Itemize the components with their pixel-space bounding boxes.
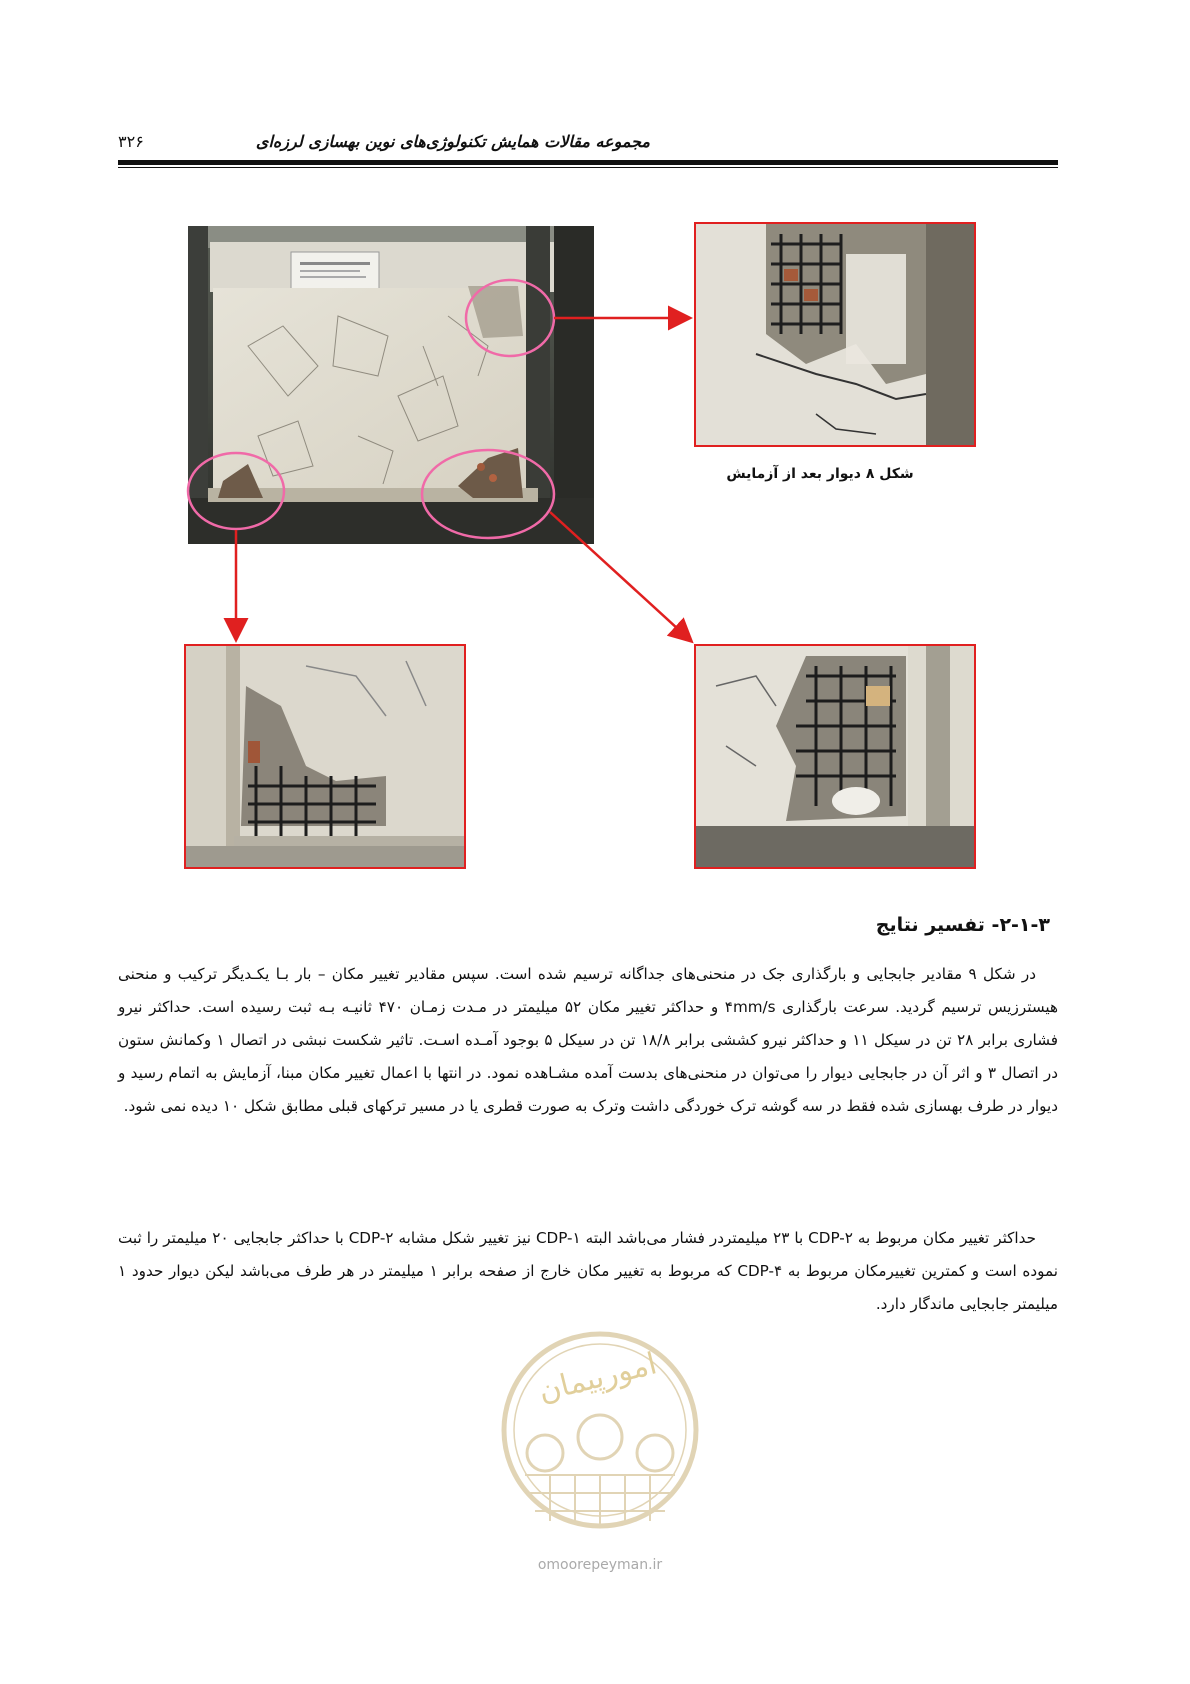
detail-photo-top-right-corner xyxy=(694,222,976,447)
page-number: ۳۲۶ xyxy=(118,132,144,151)
journal-title: مجموعه مقالات همایش تکنولوژی‌های نوین بهسازی لرزه‌ای xyxy=(255,132,650,151)
section-heading: ۲-۱-۳- تفسیر نتایج xyxy=(875,914,1050,936)
watermark-logo xyxy=(495,1325,705,1555)
header-rule-thick xyxy=(118,160,1058,165)
wall-main-photo xyxy=(188,226,594,544)
figure-caption: شکل ۸ دیوار بعد از آزمایش xyxy=(726,466,914,482)
paragraph-2: حداکثر تغییر مکان مربوط به CDP-۲ با ۲۳ میلیمتردر فشار می‌باشد البته CDP-۱ نیز تغییر شکل مشابه CDP-۲ با حداکثر جابجایی ۲۰ میلیمتر را ثبت نموده است و کمترین تغییرمکان مربوط به CDP-۴ که مربوط به تغییر مکان خارج از صفحه برابر ۱ میلیمتر در هر طرف می‌باشد لیکن دیوار حدود ۱ میلیمتر جابجایی ماندگار دارد. xyxy=(118,1229,1058,1313)
paragraph-1: در شکل ۹ مقادیر جابجایی و بارگذاری جک در منحنی‌های جداگانه ترسیم شده است. سپس مقادیر تغییر مکان – بار بـا یکـدیگر ترکیب و منحنی هیسترزیس ترسیم گردید. سرعت بارگذاری ۴mm/s و حداکثر تغییر مکان ۵۲ میلیمتر در مـدت زمـان ۴۷۰ ثانیـه بـه ثبت رسیده است. حداکثر نیرو فشاری برابر ۲۸ تن در سیکل ۱۱ و حداکثر نیرو کششی برابر ۱۸/۸ تن در سیکل ۵ بوجود آمـده اسـت. تاثیر شکست نبشی در اتصال ۱ وکمانش ستون در اتصال ۳ و اثر آن در جابجایی دیوار را می‌توان در منحنی‌های بدست آمده مشـاهده نمود. در انتها با اعمال تغییر مکان مبنا، آزمایش به اتمام رسید و دیوار در طرف بهسازی شده فقط در سه گوشه ترک خوردگی داشت وترک به صورت قطری یا در مسیر ترکهای قبلی مطابق شکل ۱۰ دیده نمی شود. xyxy=(118,965,1058,1115)
header-rule-thin xyxy=(118,167,1058,168)
detail-photo-bottom-left-corner xyxy=(184,644,466,869)
detail-photo-bottom-right-corner xyxy=(694,644,976,869)
watermark-logo-text: امورپیمان xyxy=(535,1346,661,1410)
watermark-site: omoorepeyman.ir xyxy=(537,1557,663,1573)
